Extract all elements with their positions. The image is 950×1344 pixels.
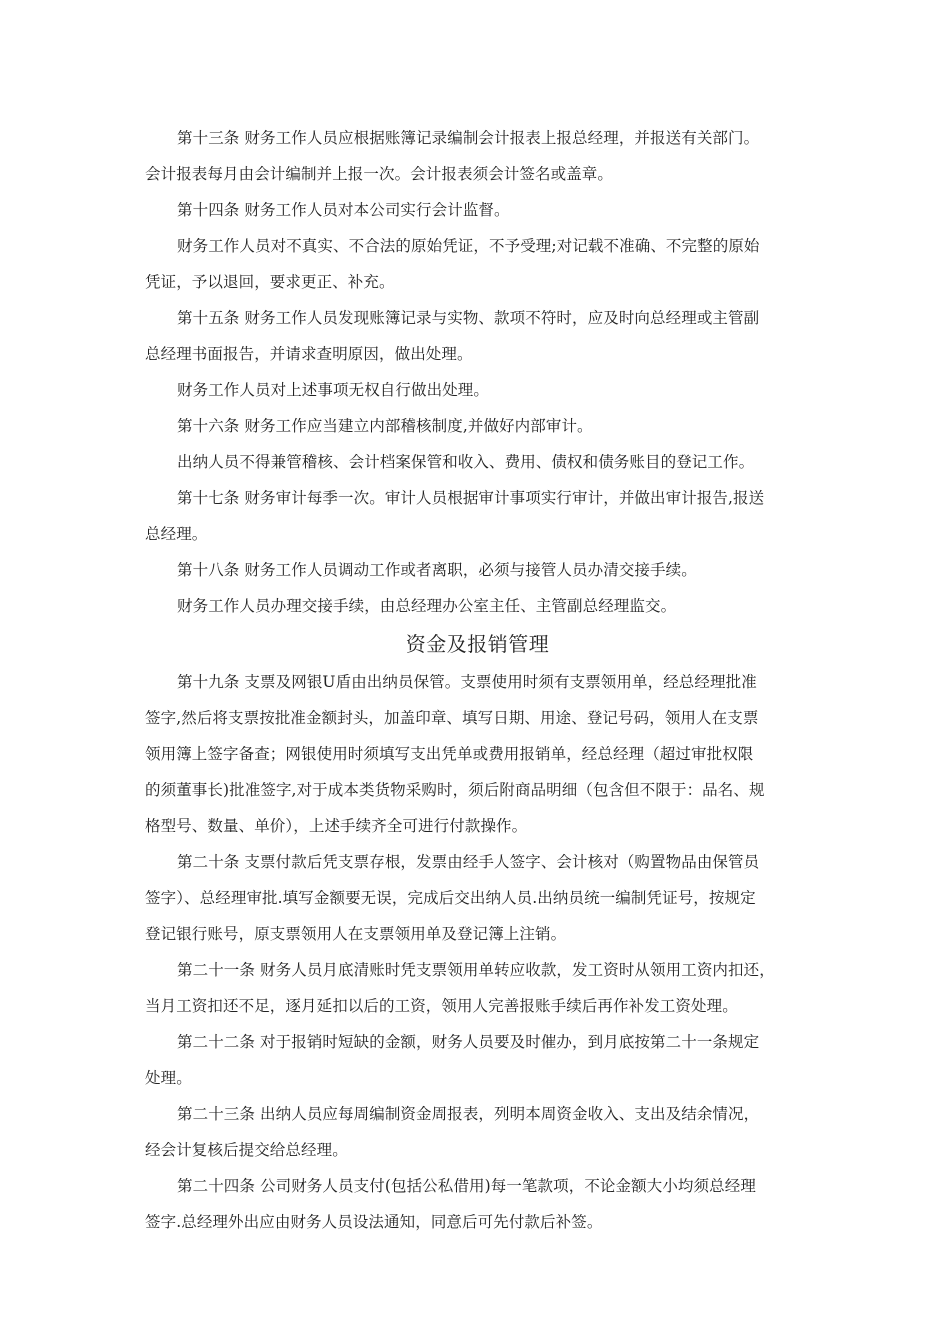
article-19-line-2: 签字,然后将支票按批准金额封头，加盖印章、填写日期、用途、登记号码，领用人在支票 <box>145 709 759 727</box>
article-20-line-2: 签字）、总经理审批.填写金额要无误，完成后交出纳人员.出纳员统一编制凭证号，按规定 <box>145 889 756 907</box>
article-17-line-2: 总经理。 <box>145 525 208 543</box>
article-21-line-1: 第二十一条 财务人员月底清账时凭支票领用单转应收款，发工资时从领用工资内扣还， <box>177 961 775 979</box>
article-19-line-4: 的须董事长)批准签字,对于成本类货物采购时，须后附商品明细（包含但不限于：品名、规 <box>145 781 765 799</box>
section-heading: 资金及报销管理 <box>405 632 550 656</box>
article-16-paragraph-line-1: 出纳人员不得兼管稽核、会计档案保管和收入、费用、债权和债务账目的登记工作。 <box>177 453 755 471</box>
article-20-line-1: 第二十条 支票付款后凭支票存根，发票由经手人签字、会计核对（购置物品由保管员 <box>177 853 760 871</box>
article-19-line-3: 领用簿上签字备查；网银使用时须填写支出凭单或费用报销单，经总经理（超过审批权限 <box>145 745 754 763</box>
document-body <box>145 120 810 1240</box>
article-24-line-2: 签字.总经理外出应由财务人员设法通知，同意后可先付款后补签。 <box>145 1213 603 1231</box>
article-15-line-1: 第十五条 财务工作人员发现账簿记录与实物、款项不符时，应及时向总经理或主管副 <box>177 309 760 327</box>
article-16-line-1: 第十六条 财务工作应当建立内部稽核制度,并做好内部审计。 <box>177 417 593 435</box>
article-21-line-2: 当月工资扣还不足，逐月延扣以后的工资，领用人完善报账手续后再作补发工资处理。 <box>145 997 738 1015</box>
article-23-line-2: 经会计复核后提交给总经理。 <box>145 1141 348 1159</box>
article-24-line-1: 第二十四条 公司财务人员支付(包括公私借用)每一笔款项，不论金额大小均须总经理 <box>177 1177 756 1195</box>
article-19-line-1: 第十九条 支票及网银U盾由出纳员保管。支票使用时须有支票领用单，经总经理批准 <box>177 673 757 691</box>
article-19-line-5: 格型号、数量、单价），上述手续齐全可进行付款操作。 <box>145 817 528 835</box>
article-14-line-1: 第十四条 财务工作人员对本公司实行会计监督。 <box>177 201 510 219</box>
article-22-line-2: 处理。 <box>145 1069 192 1087</box>
article-17-line-1: 第十七条 财务审计每季一次。审计人员根据审计事项实行审计，并做出审计报告,报送 <box>177 489 765 507</box>
article-23-line-1: 第二十三条 出纳人员应每周编制资金周报表，列明本周资金收入、支出及结余情况， <box>177 1105 760 1123</box>
article-18-paragraph-line-1: 财务工作人员办理交接手续，由总经理办公室主任、主管副总经理监交。 <box>177 597 677 615</box>
article-13-line-1: 第十三条 财务工作人员应根据账簿记录编制会计报表上报总经理，并报送有关部门。 <box>177 129 760 147</box>
article-15-line-2: 总经理书面报告，并请求查明原因，做出处理。 <box>145 345 473 363</box>
article-13-line-2: 会计报表每月由会计编制并上报一次。会计报表须会计签名或盖章。 <box>145 165 614 183</box>
article-14-paragraph-line-1: 财务工作人员对不真实、不合法的原始凭证，不予受理;对记载不准确、不完整的原始 <box>177 237 760 255</box>
article-14-paragraph-line-2: 凭证，予以退回，要求更正、补充。 <box>145 273 395 291</box>
article-15-paragraph-line-1: 财务工作人员对上述事项无权自行做出处理。 <box>177 381 490 399</box>
article-20-line-3: 登记银行账号，原支票领用人在支票领用单及登记簿上注销。 <box>145 925 567 943</box>
article-22-line-1: 第二十二条 对于报销时短缺的金额，财务人员要及时催办，到月底按第二十一条规定 <box>177 1033 760 1051</box>
article-18-line-1: 第十八条 财务工作人员调动工作或者离职，必须与接管人员办清交接手续。 <box>177 561 697 579</box>
